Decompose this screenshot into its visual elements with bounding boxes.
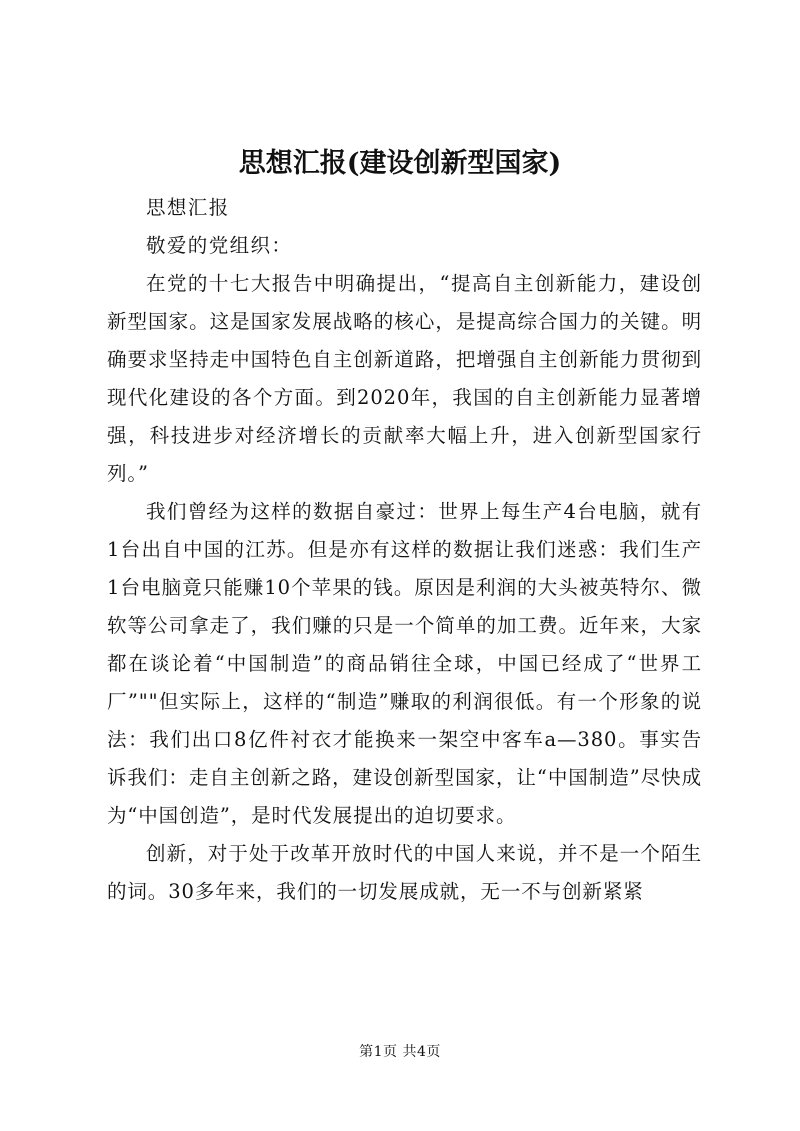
report-heading-line: 思想汇报 bbox=[146, 196, 230, 219]
document-title: 思想汇报(建设创新型国家) bbox=[238, 148, 562, 179]
document-body bbox=[107, 189, 702, 911]
paragraph-computer-data: 我们曾经为这样的数据自豪过：世界上每生产4台电脑，就有1台出自中国的江苏。但是亦有这样的数据让我们迷惑：我们生产1台电脑竟只能赚10个苹果的钱。原因是利润的大头被英特尔、微软等公司拿走了，我们赚的只是一个简单的加工费。近年来，大家都在谈论着“中国制造”的商品销往全球，中国已经成了“世界工厂”""但实际上，这样的“制造”赚取的利润很低。有一个形象的说法：我们出口8亿件衬衣才能换来一架空中客车a—380。事实告诉我们：走自主创新之路，建设创新型国家，让“中国制造”尽快成为“中国创造”，是时代发展提出的迫切要求。 bbox=[107, 500, 702, 827]
salutation-line: 敬爱的党组织： bbox=[146, 234, 293, 257]
paragraph-innovation: 创新，对于处于改革开放时代的中国人来说，并不是一个陌生的词。30多年来，我们的一切发展成就，无一不与创新紧紧 bbox=[107, 842, 702, 903]
page-number-footer: 第1页 共4页 bbox=[359, 1044, 441, 1060]
paragraph-party-congress: 在党的十七大报告中明确提出，“提高自主创新能力，建设创新型国家。这是国家发展战略的核心，是提高综合国力的关键。明确要求坚持走中国特色自主创新道路，把增强自主创新能力贯彻到现代化建设的各个方面。到2020年，我国的自主创新能力显著增强，科技进步对经济增长的贡献率大幅上升，进入创新型国家行列。” bbox=[107, 272, 702, 485]
